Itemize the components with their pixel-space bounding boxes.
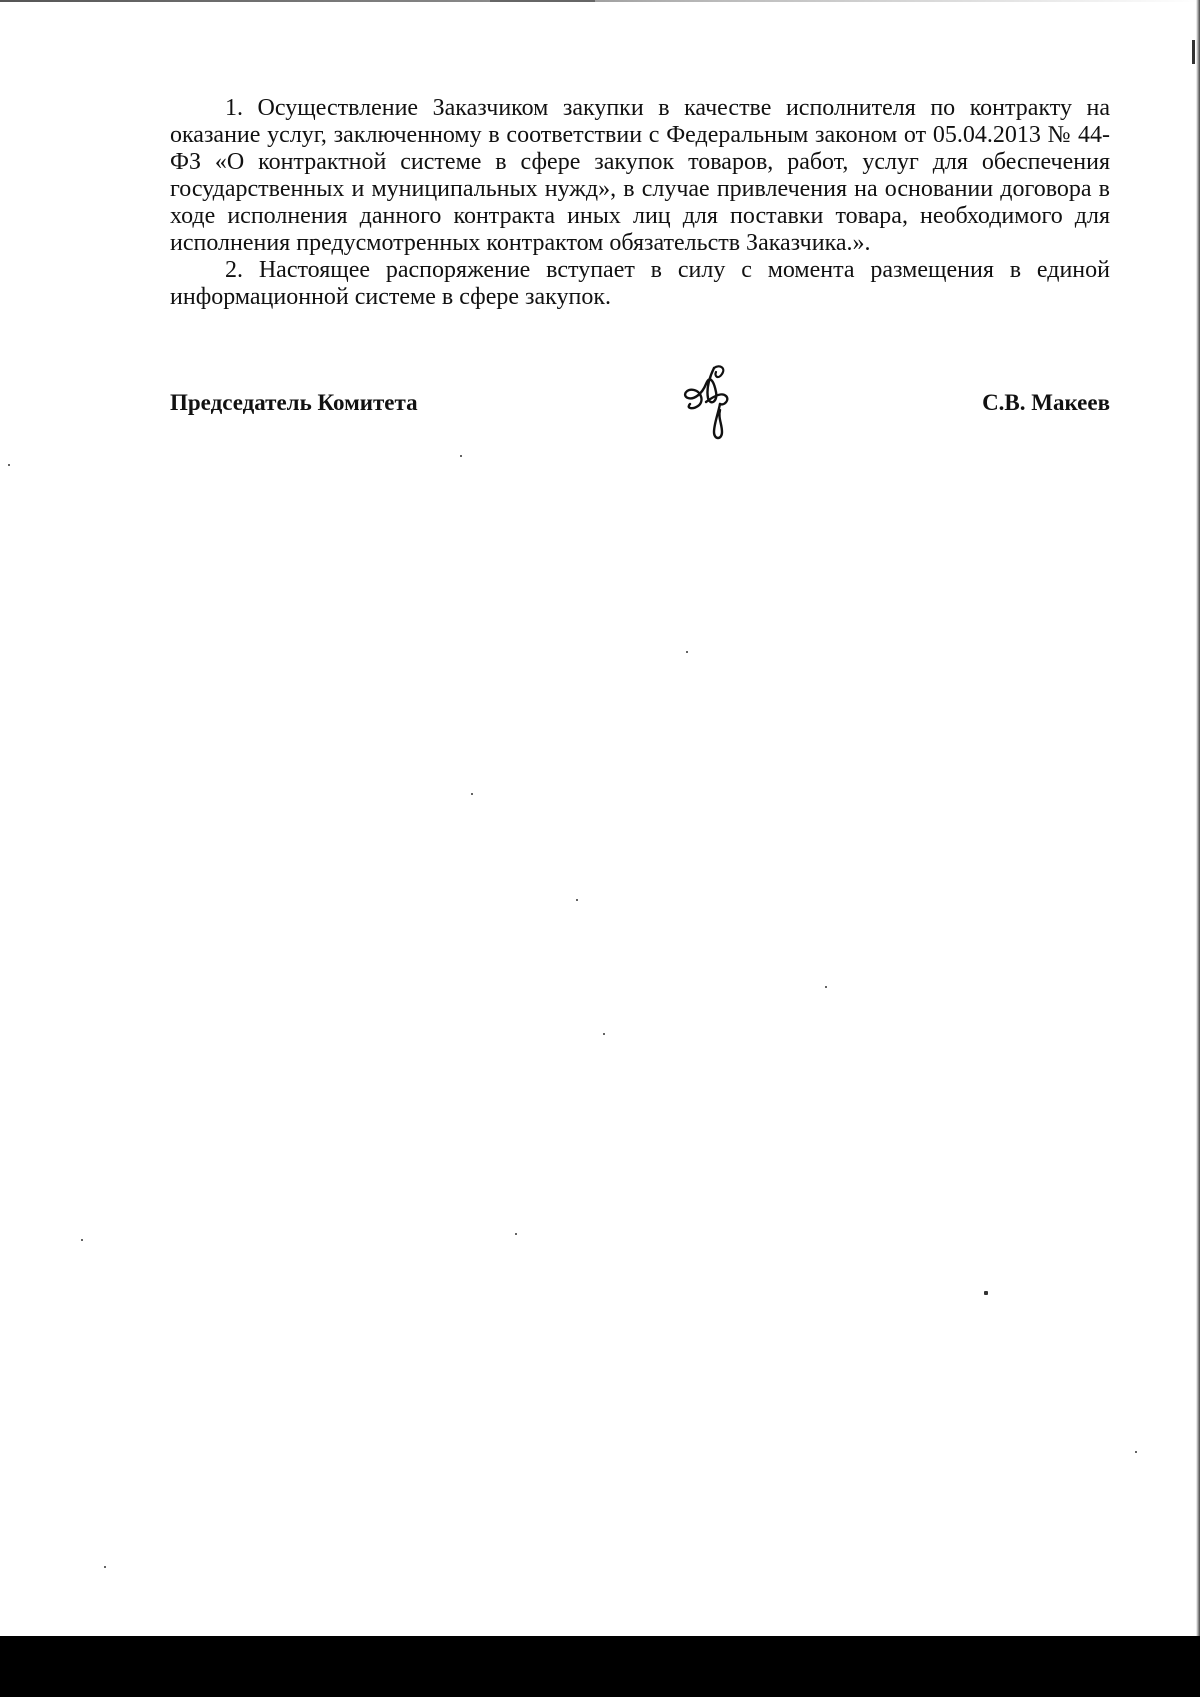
- scan-speck: [686, 651, 688, 653]
- scan-right-edge: [1196, 0, 1200, 1640]
- scan-speck: [8, 464, 10, 466]
- scan-speck: [515, 1233, 517, 1235]
- scan-top-mark: [490, 0, 595, 2]
- handwritten-signature: [680, 362, 750, 444]
- scan-speck: [104, 1566, 106, 1568]
- signature-block: [170, 390, 1110, 430]
- scan-right-tick: [1192, 40, 1195, 64]
- scan-speck: [825, 986, 827, 988]
- scan-speck: [603, 1033, 605, 1035]
- scan-speck: [1135, 1451, 1137, 1453]
- scan-speck: [576, 899, 578, 901]
- signer-name: С.В. Макеев: [982, 390, 1110, 415]
- scan-speck: [984, 1291, 988, 1295]
- scan-speck: [81, 1239, 83, 1241]
- paragraph-2: 2. Настоящее распоряжение вступает в силу с момента размещения в единой информационной системе в сфере закупок.: [170, 257, 1110, 310]
- paragraph-1: 1. Осуществление Заказчиком закупки в качестве исполнителя по контракту на оказание услуг, заключенному в соответствии с Федеральным законом от 05.04.2013 № 44-ФЗ «О контрактной системе в сфере закупок товаров, работ, услуг для обеспечения государственных и муниципальных нужд», в случае привлечения на основании договора в ходе исполнения данного контракта иных лиц для поставки товара, необходимого для исполнения предусмотренных контрактом обязательств Заказчика.».: [170, 95, 1110, 256]
- signer-title: Председатель Комитета: [170, 390, 418, 415]
- scan-bottom-border: [0, 1636, 1200, 1697]
- scan-top-edge: [0, 0, 1200, 2]
- document-body: [170, 95, 1110, 311]
- scan-speck: [471, 793, 473, 795]
- scan-speck: [460, 455, 462, 457]
